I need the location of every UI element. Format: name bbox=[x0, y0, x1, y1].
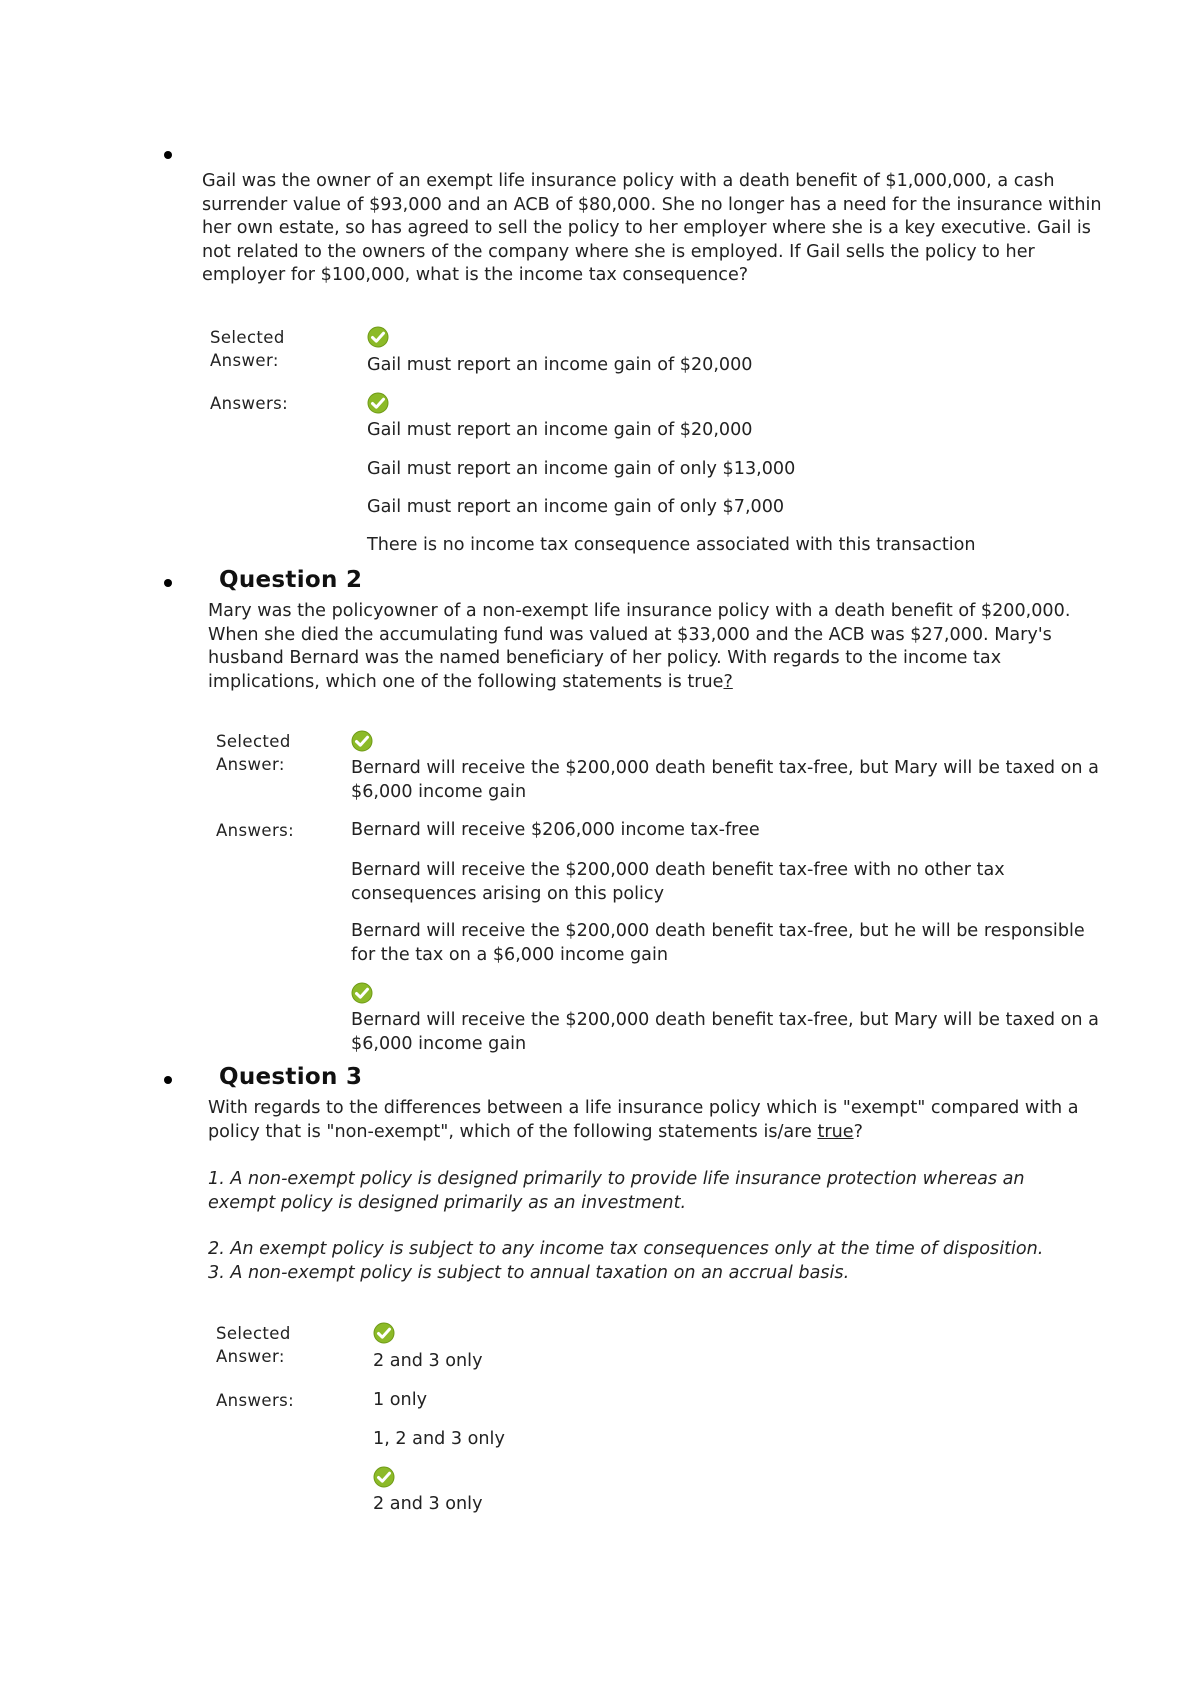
answer-option: There is no income tax consequence associated with this transaction bbox=[367, 535, 976, 555]
answer-option: Bernard will receive the $200,000 death benefit tax-free, but Mary will be taxed on a $6,000 income gain bbox=[351, 1010, 1099, 1054]
statement-1: 1. A non-exempt policy is designed primarily to provide life insurance protection whereas an exempt policy is designed primarily as an investment. bbox=[208, 1169, 1025, 1213]
question-title: Question 2 bbox=[219, 567, 363, 593]
answers-label: Answers: bbox=[210, 394, 289, 413]
question-prompt: With regards to the differences between a life insurance policy which is "exempt" compared with a policy that is "non-exempt", which of the following statements is/are true? bbox=[208, 1098, 1079, 1142]
selected-answer-label: Selected Answer: bbox=[216, 1324, 291, 1366]
answer-option: 1, 2 and 3 only bbox=[373, 1429, 505, 1449]
answers-label: Answers: bbox=[216, 821, 295, 840]
selected-answer: Bernard will receive the $200,000 death benefit tax-free, but Mary will be taxed on a $6,000 income gain bbox=[351, 758, 1099, 802]
selected-answer-label: Selected Answer: bbox=[216, 732, 291, 774]
answer-option: 2 and 3 only bbox=[373, 1494, 483, 1514]
correct-check-icon bbox=[373, 1322, 395, 1344]
correct-check-icon bbox=[351, 982, 373, 1004]
answer-option: Bernard will receive the $200,000 death benefit tax-free, but he will be responsible for the tax on a $6,000 income gain bbox=[351, 921, 1085, 965]
answers-label: Answers: bbox=[216, 1391, 295, 1410]
answer-option: Gail must report an income gain of only $7,000 bbox=[367, 497, 785, 517]
statement-2: 2. An exempt policy is subject to any income tax consequences only at the time of disposition. bbox=[208, 1239, 1044, 1259]
correct-check-icon bbox=[367, 392, 389, 414]
bullet bbox=[164, 1076, 172, 1084]
correct-check-icon bbox=[373, 1466, 395, 1488]
statement-3: 3. A non-exempt policy is subject to annual taxation on an accrual basis. bbox=[208, 1263, 850, 1283]
answer-option: Bernard will receive the $200,000 death benefit tax-free with no other tax consequences arising on this policy bbox=[351, 860, 1005, 904]
bullet bbox=[164, 579, 172, 587]
answer-option: Bernard will receive $206,000 income tax-free bbox=[351, 820, 760, 840]
question-title: Question 3 bbox=[219, 1064, 363, 1090]
question-prompt: Gail was the owner of an exempt life insurance policy with a death benefit of $1,000,000, a cash surrender value of $93,000 and an ACB of $80,000. She no longer has a need for the insurance within her own estate, so has agreed to sell the policy to her employer where she is a key executive. Gail is not related to the owners of the company where she is employed. If Gail sells the policy to her employer for $100,000, what is the income tax consequence? bbox=[202, 171, 1102, 285]
bullet bbox=[164, 151, 172, 159]
answer-option: Gail must report an income gain of $20,000 bbox=[367, 420, 753, 440]
correct-check-icon bbox=[351, 730, 373, 752]
selected-answer-label: Selected Answer: bbox=[210, 328, 285, 370]
selected-answer: 2 and 3 only bbox=[373, 1351, 483, 1371]
question-prompt: Mary was the policyowner of a non-exempt life insurance policy with a death benefit of $200,000. When she died the accumulating fund was valued at $33,000 and the ACB was $27,000. Mary's husband Bernard was the named beneficiary of her policy. With regards to the income tax implications, which one of the following statements is true? bbox=[208, 601, 1071, 692]
answer-option: 1 only bbox=[373, 1390, 428, 1410]
selected-answer: Gail must report an income gain of $20,000 bbox=[367, 355, 753, 375]
answer-option: Gail must report an income gain of only $13,000 bbox=[367, 459, 796, 479]
correct-check-icon bbox=[367, 326, 389, 348]
